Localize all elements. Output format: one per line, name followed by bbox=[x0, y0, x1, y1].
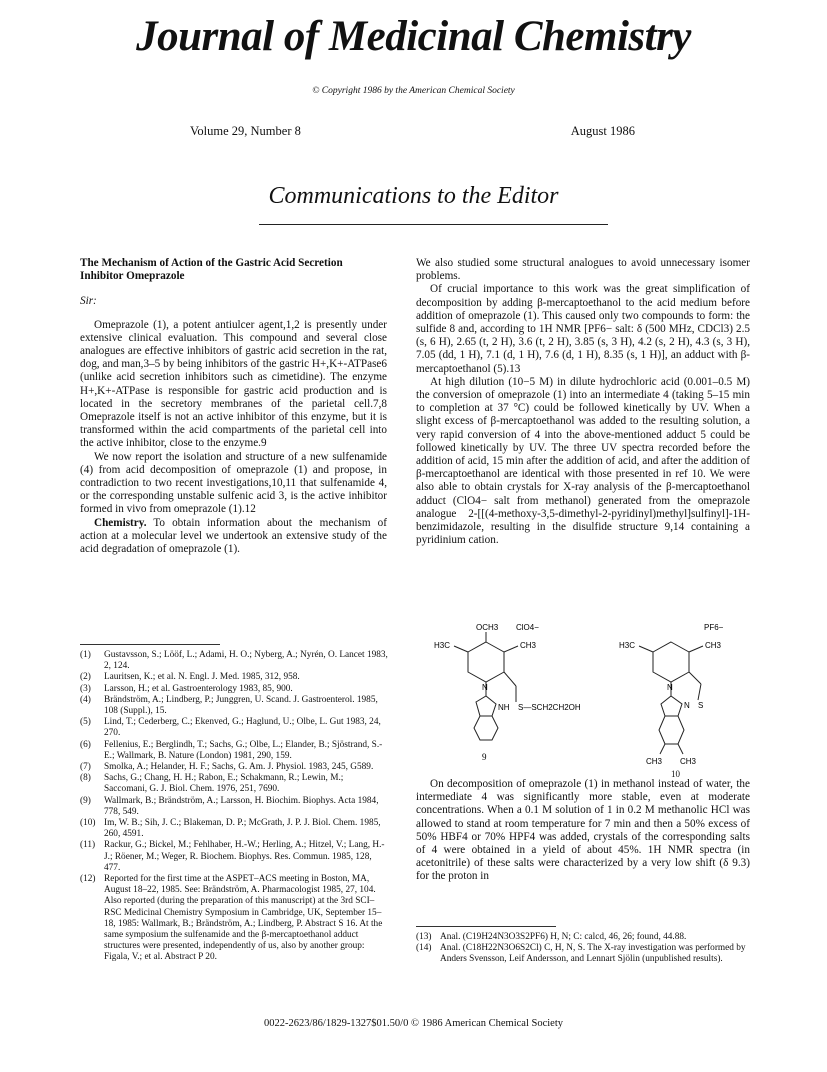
chemical-structures-figure bbox=[416, 620, 752, 770]
footnote-number: (1) bbox=[80, 650, 91, 660]
label-och3: OCH3 bbox=[476, 623, 499, 632]
footnote-number: (8) bbox=[80, 773, 91, 784]
footnote-number: (10) bbox=[80, 818, 96, 829]
footnote-text: Reported for the first time at the ASPET–ACS meeting in Boston, MA, August 18–22, 1985. See: Brändström, A. Pharmacologist 1985, 27, 104. Also reported (during the preparation of this manuscript) at the 3rd SCI–RSC Medicinal Chemistry Symposium in Cambridge, UK, September 15–18, 1985: Wallmark, B.; Brändström, A.; Lindberg, P. Abstract S 16. At the same symposium the sulfenamide and the β-mercaptoethanol adduct structures were presented, independently of us, also by another group: Figala, V.; et al. Abstract P 20. bbox=[104, 874, 383, 963]
volume-number: Volume 29, Number 8 bbox=[190, 124, 301, 138]
label-h3c: H3C bbox=[434, 641, 451, 650]
journal-title: Journal of Medicinal Chemistry bbox=[136, 13, 691, 60]
salutation: Sir: bbox=[80, 295, 97, 308]
footnote-number: (7) bbox=[80, 762, 91, 773]
footnote-number: (4) bbox=[80, 694, 91, 705]
section-title: Communications to the Editor bbox=[268, 183, 559, 209]
footnote bbox=[80, 740, 388, 762]
paragraph: We also studied some structural analogues to avoid unnecessary isomer problems. bbox=[416, 257, 750, 283]
footnote-text: Gustavsson, S.; Lööf, L.; Adami, H. O.; Nyberg, A.; Nyrén, O. Lancet 1983, 2, 124. bbox=[104, 650, 388, 672]
paragraph: At high dilution (10−5 M) in dilute hydrochloric acid (0.001–0.5 M) the conversion of omeprazole (1) into an intermediate 4 (taking 5–15 min to completion at 37 °C) could be followed kinetically by UV. When a slight excess of β-mercaptoethanol was added to the resulting solution, a very rapid conversion of 4 into the above-mentioned adduct 5 could be followed kinetically by UV. The three UV spectra recorded before the addition of acid, 15 min after the addition of acid, and after the addition of β-mercaptoethanol are identical with those presented in ref 10. We were also able to obtain crystals for X-ray analysis of the β-mercaptoethanol adduct (ClO4− salt from methanol) generated from the omeprazole analogue 2-[[(4-methoxy-3,5-dimethyl-2-pyridinyl)methyl]sulfinyl]-1H-benzimidazole, resulting in the disulfide structure 9,14 containing a pyridinium cation. bbox=[416, 375, 750, 547]
label-nh: NH bbox=[498, 703, 510, 712]
footnotes-left bbox=[80, 650, 388, 964]
article-title: The Mechanism of Action of the Gastric Acid Secretion Inhibitor Omeprazole bbox=[80, 257, 343, 283]
footnotes-right bbox=[416, 932, 752, 966]
footnote-text: Wallmark, B.; Brändström, A.; Larsson, H. Biochim. Biophys. Acta 1984, 778, 549. bbox=[104, 795, 379, 817]
footnote-text: Fellenius, E.; Berglindh, T.; Sachs, G.; Olbe, L.; Elander, B.; Sjöstrand, S.-E.; Wallmark, B. Nature (London) 1981, 290, 159. bbox=[104, 739, 383, 761]
footnote bbox=[80, 717, 388, 739]
footnote-text: Larsson, H.; et al. Gastroenterology 1983, 85, 900. bbox=[104, 683, 293, 694]
footnote bbox=[80, 650, 388, 672]
copyright-line: © Copyright 1986 by the American Chemical Society bbox=[312, 86, 515, 96]
footnote bbox=[80, 874, 388, 964]
structure-10-bonds bbox=[639, 642, 703, 754]
footnote bbox=[80, 818, 388, 840]
footnote-number: (11) bbox=[80, 840, 96, 851]
footnote-number: (12) bbox=[80, 874, 96, 885]
footnote bbox=[80, 672, 388, 683]
label-ch3: CH3 bbox=[705, 641, 722, 650]
compound-number-10: 10 bbox=[671, 769, 680, 779]
footnote-text: Im, W. B.; Sih, J. C.; Blakeman, D. P.; McGrath, J. P. J. Biol. Chem. 1985, 260, 4591. bbox=[104, 818, 381, 840]
footnote-number: (2) bbox=[80, 672, 91, 683]
paragraph: Omeprazole (1), a potent antiulcer agent,1,2 is presently under extensive clinical evaluation. This compound and several close analogues are effective inhibitors of gastric acid secretion in the rat, dog, and man,3–5 by being inhibitors of the gastric H+,K+-ATPase6 (unlike acid secretion inhibitors such as cimetidine). The enzyme H+,K+-ATPase is responsible for gastric acid production and is located in the secretory membranes of the parietal cell.7,8 Omeprazole itself is not an active inhibitor of this enzyme, but it is transformed within the acid compartments of the parietal cell into the active inhibitor, close to the enzyme.9 bbox=[80, 318, 387, 450]
paragraph: On decomposition of omeprazole (1) in methanol instead of water, the intermediate 4 was significantly more stable, even at moderate concentrations. When a 0.1 M solution of 1 in 0.2 M methanolic HCl was allowed to stand at room temperature for 7 min and then a 50% excess of 50% HBF4 or 70% HPF4 was added, crystals of the corresponding salts of 4 were obtained in a yield of about 45%. 1H NMR spectra (in acetonitrile) of these salts were characterized by a very low shift (δ 9.3) for the proton in bbox=[416, 778, 750, 883]
chemistry-text: To obtain information about the mechanism of action at a molecular level we undertook an extensive study of the acid degradation of omeprazole (1). bbox=[80, 516, 387, 556]
label-ch3: CH3 bbox=[680, 757, 697, 766]
issue-date: August 1986 bbox=[570, 124, 635, 138]
section-divider bbox=[259, 224, 608, 225]
right-column bbox=[416, 257, 750, 547]
footnote-text: Lauritsen, K.; et al. N. Engl. J. Med. 1985, 312, 958. bbox=[104, 672, 300, 683]
footnote bbox=[80, 695, 388, 717]
footnote-text: Smolka, A.; Helander, H. F.; Sachs, G. Am. J. Physiol. 1983, 245, G589. bbox=[104, 762, 374, 773]
footnote-rule bbox=[80, 644, 220, 645]
page-footer: 0022-2623/86/1829-1327$01.50/0 © 1986 American Chemical Society bbox=[263, 1018, 564, 1029]
label-ssch2ch2oh: S—SCH2CH2OH bbox=[518, 703, 581, 712]
footnote-text: Anal. (C19H24N3O3S2PF6) H, N; C: calcd, 46, 26; found, 44.88. bbox=[440, 932, 687, 942]
footnote-number: (3) bbox=[80, 683, 91, 694]
label-n: N bbox=[667, 683, 673, 692]
footnote-number: (5) bbox=[80, 717, 91, 728]
footnote-number: (14) bbox=[416, 943, 432, 954]
footnote bbox=[416, 932, 752, 943]
footnote bbox=[80, 840, 388, 874]
footnote-text: Brändström, A.; Lindberg, P.; Junggren, U. Scand. J. Gastroenterol. 1985, 108 (Suppl.), 15. bbox=[104, 694, 378, 717]
label-pf6: PF6− bbox=[704, 623, 724, 632]
label-n: N bbox=[482, 683, 488, 692]
footnote bbox=[80, 773, 388, 795]
footnote-text: Rackur, G.; Bickel, M.; Fehlhaber, H.-W.; Herling, A.; Hitzel, V.; Lang, H.-J.; Röener, M.; Weger, R. Biochem. Biophys. Res. Commun. 1985, 128, 477. bbox=[104, 840, 385, 873]
paragraph: Of crucial importance to this work was the great simplification of decomposition by adding β-mercaptoethanol to the acid medium before addition of omeprazole (1). This caused only two compounds to form: the sulfide 8 and, according to 1H NMR [PF6− salt: δ (500 MHz, CDCl3) 2.5 (s, 6 H), 2.65 (t, 2 H), 3.6 (t, 2 H), 3.85 (s, 3 H), 4.2 (s, 2 H), 4.3 (s, 3 H), 7.05 (dd, 1 H), 7.1 (d, 1 H), 7.6 (d, 1 H), 8.35 (s, 1 H)], an adduct with β-mercaptoethanol (5).13 bbox=[416, 283, 750, 375]
footnote-text: Sachs, G.; Chang, H. H.; Rabon, E.; Schakmann, R.; Lewin, M.; Saccomani, G. J. Biol. Chem. 1976, 251, 7690. bbox=[104, 773, 344, 795]
footnote bbox=[80, 762, 388, 773]
label-clo4: ClO4− bbox=[516, 623, 539, 632]
footnote-number: (13) bbox=[416, 932, 432, 942]
footnote-text: Anal. (C18H22N3O6S2Cl) C, H, N, S. The X-ray investigation was performed by Anders Svensson, Leif Andersson, and Lennart Sjölin (unpublished results). bbox=[440, 943, 746, 965]
label-h3c: H3C bbox=[619, 641, 636, 650]
label-ch3: CH3 bbox=[646, 757, 663, 766]
footnote-number: (6) bbox=[80, 739, 91, 750]
compound-number-9: 9 bbox=[482, 752, 487, 762]
right-column-continued bbox=[416, 778, 750, 884]
paragraph: We now report the isolation and structure of a new sulfenamide (4) from acid decomposition of omeprazole (1) and propose, in contradiction to two recent investigations,10,11 that sulfenamide 4, or the corresponding unstable sulfenic acid 3, is the active inhibitor formed in vivo from omeprazole (1).12 bbox=[80, 450, 387, 516]
label-ch3: CH3 bbox=[520, 641, 537, 650]
chemistry-heading: Chemistry. bbox=[94, 516, 147, 529]
left-column bbox=[80, 257, 387, 556]
footnote bbox=[80, 796, 388, 818]
paragraph bbox=[80, 517, 387, 557]
footnote-number: (9) bbox=[80, 795, 91, 806]
label-s: S bbox=[698, 701, 704, 710]
footnote bbox=[416, 943, 752, 965]
label-n: N bbox=[684, 701, 690, 710]
footnote-rule bbox=[416, 926, 556, 927]
footnote-text: Lind, T.; Cederberg, C.; Ekenved, G.; Haglund, U.; Olbe, L. Gut 1983, 24, 270. bbox=[104, 717, 381, 739]
footnote bbox=[80, 684, 388, 695]
